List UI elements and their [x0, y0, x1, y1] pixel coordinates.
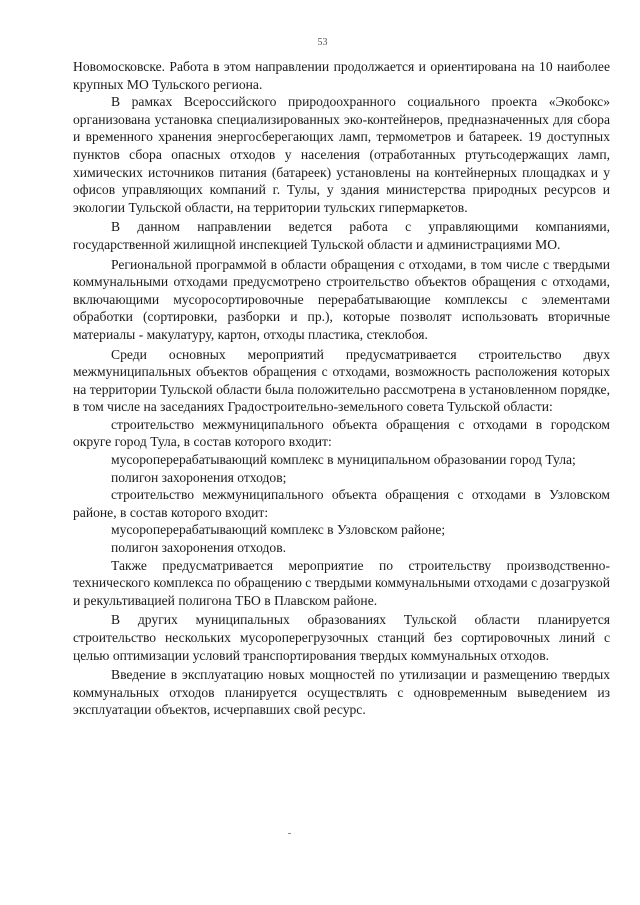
paragraph-ecobox: В рамках Всероссийского природоохранного социального проекта «Экобокс» организована установка специализированных эко-контейнеров, предназначенных для сбора и временного хранения энергосберегающих ламп, термометров и батареек. 19 доступных пунктов сбора опасных отходов у населения (отработанных ртутьсодержащих ламп, химических источников питания (батареек) установлены на контейнерных площадках и у офисов управляющих компаний г. Тулы, у здания министерства природных ресурсов и экологии Тульской области, на территории тульских гипермаркетов. [73, 94, 610, 215]
paragraph-regional-program: Региональной программой в области обращения с отходами, в том числе с твердыми коммунальными отходами предусмотрено строительство объектов обращения с отходами, включающими мусоросортировочные перерабатывающие комплексы с элементами обработки (сортировки, разборки и пр.), которые позволят использовать вторичные материалы - макулатуру, картон, отходы пластика, стеклобоя. [73, 256, 610, 342]
list-item-uzlovaya-complex: мусороперерабатывающий комплекс в Узловском районе; [111, 522, 446, 538]
page-number: 53 [317, 37, 328, 48]
list-item-uzlovaya-landfill: полигон захоронения отходов. [111, 540, 287, 556]
scan-speck [288, 833, 291, 834]
list-item-tula-landfill: полигон захоронения отходов; [111, 469, 287, 485]
paragraph-main-measures: Среди основных мероприятий предусматривается строительство двух межмуниципальных объектов обращения с отходами, возможность расположения которых на территории Тульской области была положительно рассмотрена в установленном порядке, в том числе на заседаниях Градостроительно-земельного совета Тульской области: [73, 346, 610, 415]
paragraph-plavsk-complex: Также предусматривается мероприятие по строительству производственно-технического комплекса по обращению с твердыми коммунальными отходами с дозагрузкой и рекультивацией полигона ТБО в Плавском районе. [73, 557, 610, 608]
paragraph-transfer-stations: В других муниципальных образованиях Тульской области планируется строительство нескольких мусороперегрузочных станций без сортировочных линий с целью оптимизации условий транспортирования твердых коммунальных отходов. [73, 612, 610, 663]
paragraph-management-companies: В данном направлении ведется работа с управляющими компаниями, государственной жилищной инспекцией Тульской области и администрациями МО. [73, 219, 610, 252]
paragraph-commissioning: Введение в эксплуатацию новых мощностей по утилизации и размещению твердых коммунальных отходов планируется осуществлять с одновременным выведением из эксплуатации объектов, исчерпавших свой ресурс. [73, 667, 610, 718]
paragraph-continuation: Новомосковске. Работа в этом направлении продолжается и ориентирована на 10 наиболее крупных МО Тульского региона. [73, 59, 610, 92]
list-item-tula-complex: мусороперерабатывающий комплекс в муниципальном образовании город Тула; [111, 452, 576, 468]
list-item-uzlovaya-object: строительство межмуниципального объекта обращения с отходами в Узловском районе, в состав которого входит: [73, 487, 610, 520]
list-item-tula-object: строительство межмуниципального объекта обращения с отходами в городском округе город Тула, в состав которого входит: [73, 416, 610, 450]
